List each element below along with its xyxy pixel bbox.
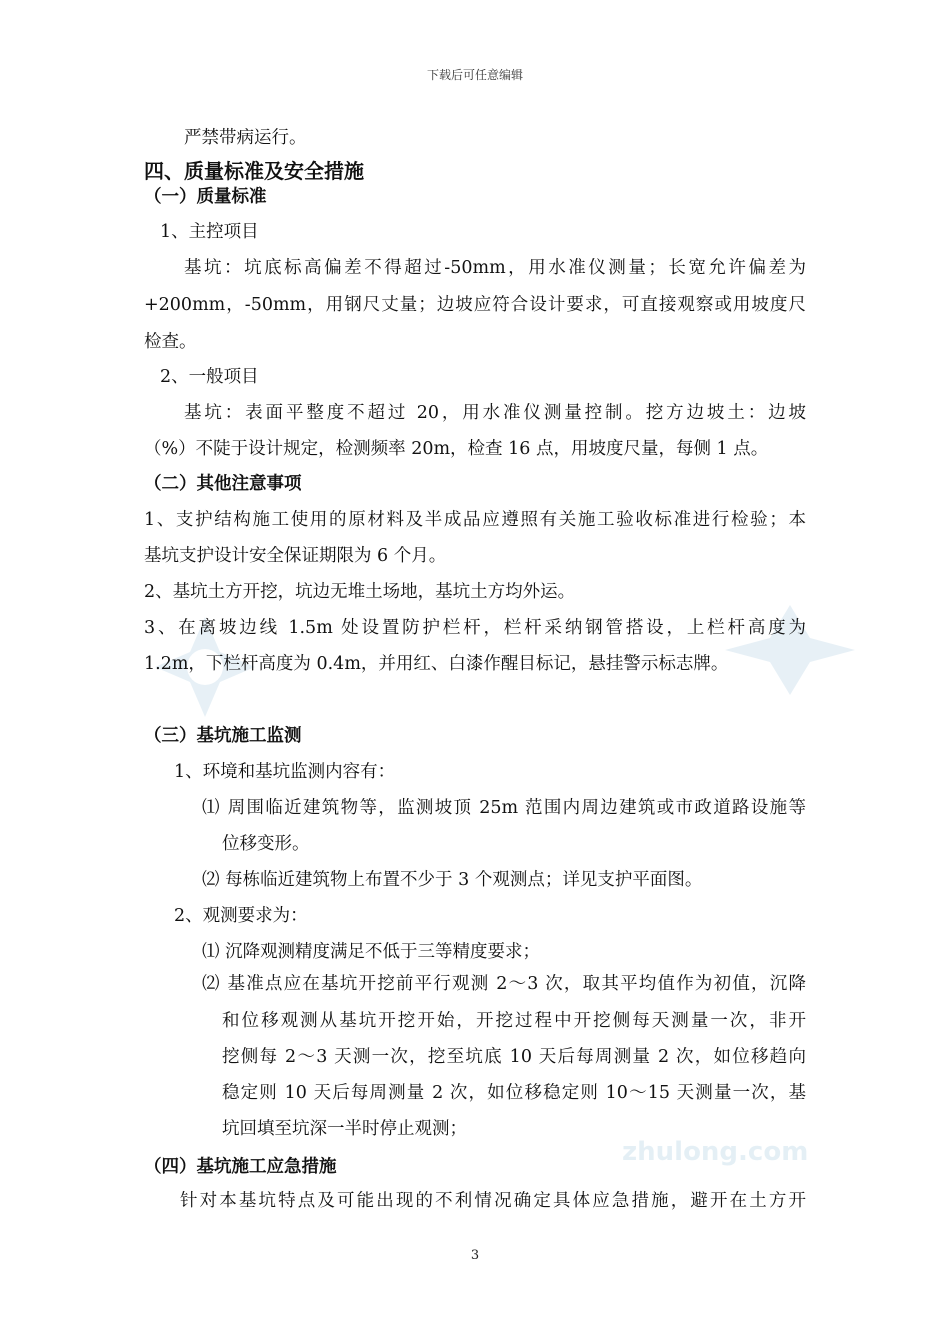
text-line: ⑵ 每栋临近建筑物上布置不少于 3 个观测点；详见支护平面图。 xyxy=(202,870,703,890)
text-line: 严禁带病运行。 xyxy=(184,128,307,148)
subsection-heading: （三）基坑施工监测 xyxy=(144,726,302,746)
text-line: ⑵ 基准点应在基坑开挖前平行观测 2～3 次，取其平均值作为初值，沉降 xyxy=(202,974,806,994)
text-line: 稳定则 10 天后每周测量 2 次，如位移稳定则 10～15 天测量一次，基 xyxy=(222,1083,806,1103)
watermark-text: zhulong.com xyxy=(622,1137,809,1167)
item-heading: 1、主控项目 xyxy=(160,222,259,242)
text-line: ⑴ 周围临近建筑物等，监测坡顶 25m 范围内周边建筑或市政道路设施等 xyxy=(202,798,806,818)
text-line: 基坑：表面平整度不超过 20，用水准仪测量控制。挖方边坡土：边坡 xyxy=(184,403,806,423)
text-line: +200mm，-50mm，用钢尺丈量；边坡应符合设计要求，可直接观察或用坡度尺 xyxy=(144,295,806,315)
text-line: ⑴ 沉降观测精度满足不低于三等精度要求； xyxy=(202,942,541,962)
text-line: （%）不陡于设计规定，检测频率 20m，检查 16 点，用坡度尺量，每侧 1 点。 xyxy=(144,439,769,459)
text-line: 2、观测要求为： xyxy=(174,906,308,926)
watermark-logo-right xyxy=(720,600,860,700)
text-line: 和位移观测从基坑开挖开始，开挖过程中开挖侧每天测量一次，非开 xyxy=(222,1011,806,1031)
text-line: 坑回填至坑深一半时停止观测； xyxy=(222,1119,467,1139)
text-line: 2、基坑土方开挖，坑边无堆土场地，基坑土方均外运。 xyxy=(144,582,576,602)
page-header: 下载后可任意编辑 xyxy=(426,68,523,82)
item-heading: 2、一般项目 xyxy=(160,367,259,387)
text-line: 1、环境和基坑监测内容有： xyxy=(174,762,396,782)
subsection-heading: （二）其他注意事项 xyxy=(144,474,302,494)
subsection-heading: （一）质量标准 xyxy=(144,187,267,207)
page-number: 3 xyxy=(470,1248,480,1263)
subsection-heading: （四）基坑施工应急措施 xyxy=(144,1157,337,1177)
text-line: 针对本基坑特点及可能出现的不利情况确定具体应急措施，避开在土方开 xyxy=(180,1191,806,1211)
section-heading: 四、质量标准及安全措施 xyxy=(144,159,364,183)
text-line: 基坑支护设计安全保证期限为 6 个月。 xyxy=(144,546,447,566)
text-line: 挖侧每 2～3 天测一次，挖至坑底 10 天后每周测量 2 次，如位移趋向 xyxy=(222,1047,806,1067)
text-line: 位移变形。 xyxy=(222,834,310,854)
text-line: 1.2m，下栏杆高度为 0.4m，并用红、白漆作醒目标记，悬挂警示标志牌。 xyxy=(144,654,729,674)
text-line: 基坑：坑底标高偏差不得超过-50mm，用水准仪测量；长宽允许偏差为 xyxy=(184,258,806,278)
text-line: 检查。 xyxy=(144,332,197,352)
text-line: 3、在离坡边线 1.5m 处设置防护栏杆，栏杆采纳钢管搭设，上栏杆高度为 xyxy=(144,618,806,638)
text-line: 1、支护结构施工使用的原材料及半成品应遵照有关施工验收标准进行检验；本 xyxy=(144,510,806,530)
